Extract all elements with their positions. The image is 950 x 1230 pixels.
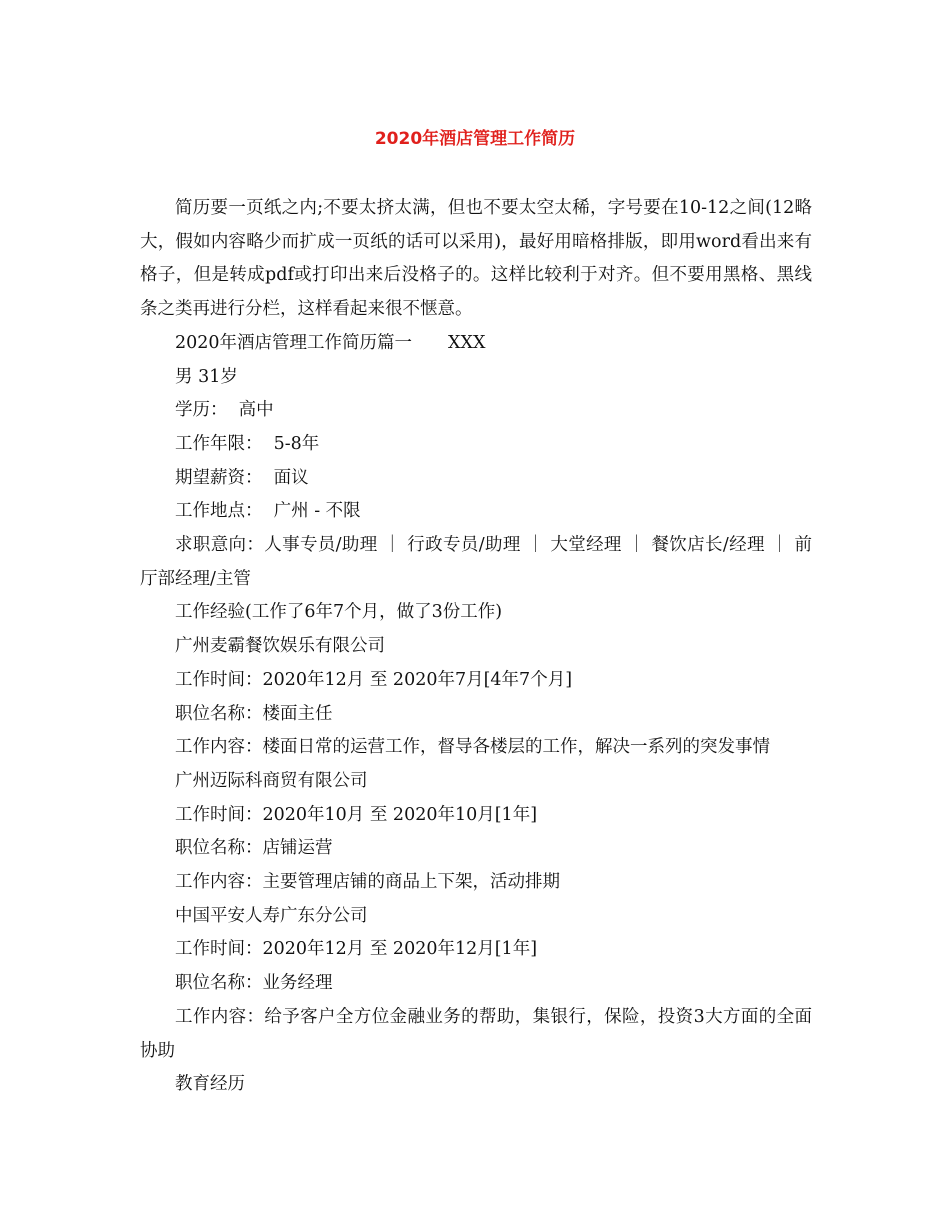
job-content: 工作内容：楼面日常的运营工作，督导各楼层的工作，解决一系列的突发事情: [175, 737, 770, 758]
intro-paragraph: 简历要一页纸之内;不要太挤太满，但也不要太空太稀，字号要在10-12之间(12略大，假如内容略少而扩成一页纸的话可以采用)，最好用暗格排版，即用word看出来有格子，但是转成pdf或打印出来后没格子的。这样比较利于对齐。但不要用黑格、黑线条之类再进行分栏，这样看起来很不惬意。: [140, 198, 812, 320]
job-company: 中国平安人寿广东分公司: [175, 905, 368, 926]
job-intent: 求职意向：人事专员/助理 ｜ 行政专员/助理 ｜ 大堂经理 ｜ 餐饮店长/经理 ｜ 前厅部经理/主管: [140, 535, 812, 589]
experience-heading: 工作经验(工作了6年7个月，做了3份工作): [175, 602, 503, 623]
education-heading: 教育经历: [175, 1074, 245, 1095]
expected-salary: 期望薪资： 面议: [175, 467, 309, 488]
job-company: 广州迈际科商贸有限公司: [175, 770, 368, 791]
job-position: 职位名称：店铺运营: [175, 838, 333, 859]
document-title: 2020年酒店管理工作简历: [374, 129, 576, 149]
job-content: 工作内容：给予客户全方位金融业务的帮助，集银行，保险，投资3大方面的全面协助: [140, 1006, 812, 1061]
resume-heading: 2020年酒店管理工作简历篇一: [175, 332, 413, 353]
resume-heading-line: [140, 327, 812, 361]
job-time: 工作时间：2020年12月 至 2020年12月[1年]: [175, 939, 538, 960]
job-content: 工作内容：主要管理店铺的商品上下架，活动排期: [175, 872, 560, 893]
job-company: 广州麦霸餐饮娱乐有限公司: [175, 636, 385, 657]
gender-age: 男 31岁: [175, 366, 238, 387]
job-time: 工作时间：2020年10月 至 2020年10月[1年]: [175, 804, 538, 825]
work-location: 工作地点： 广州 - 不限: [175, 501, 361, 522]
job-position: 职位名称：业务经理: [175, 973, 333, 994]
candidate-name: XXX: [448, 332, 486, 353]
job-time: 工作时间：2020年12月 至 2020年7月[4年7个月]: [175, 669, 573, 690]
work-years: 工作年限： 5-8年: [175, 433, 320, 454]
education-level: 学历： 高中: [175, 400, 274, 421]
job-position: 职位名称：楼面主任: [175, 703, 333, 724]
document-body: [140, 192, 812, 1102]
